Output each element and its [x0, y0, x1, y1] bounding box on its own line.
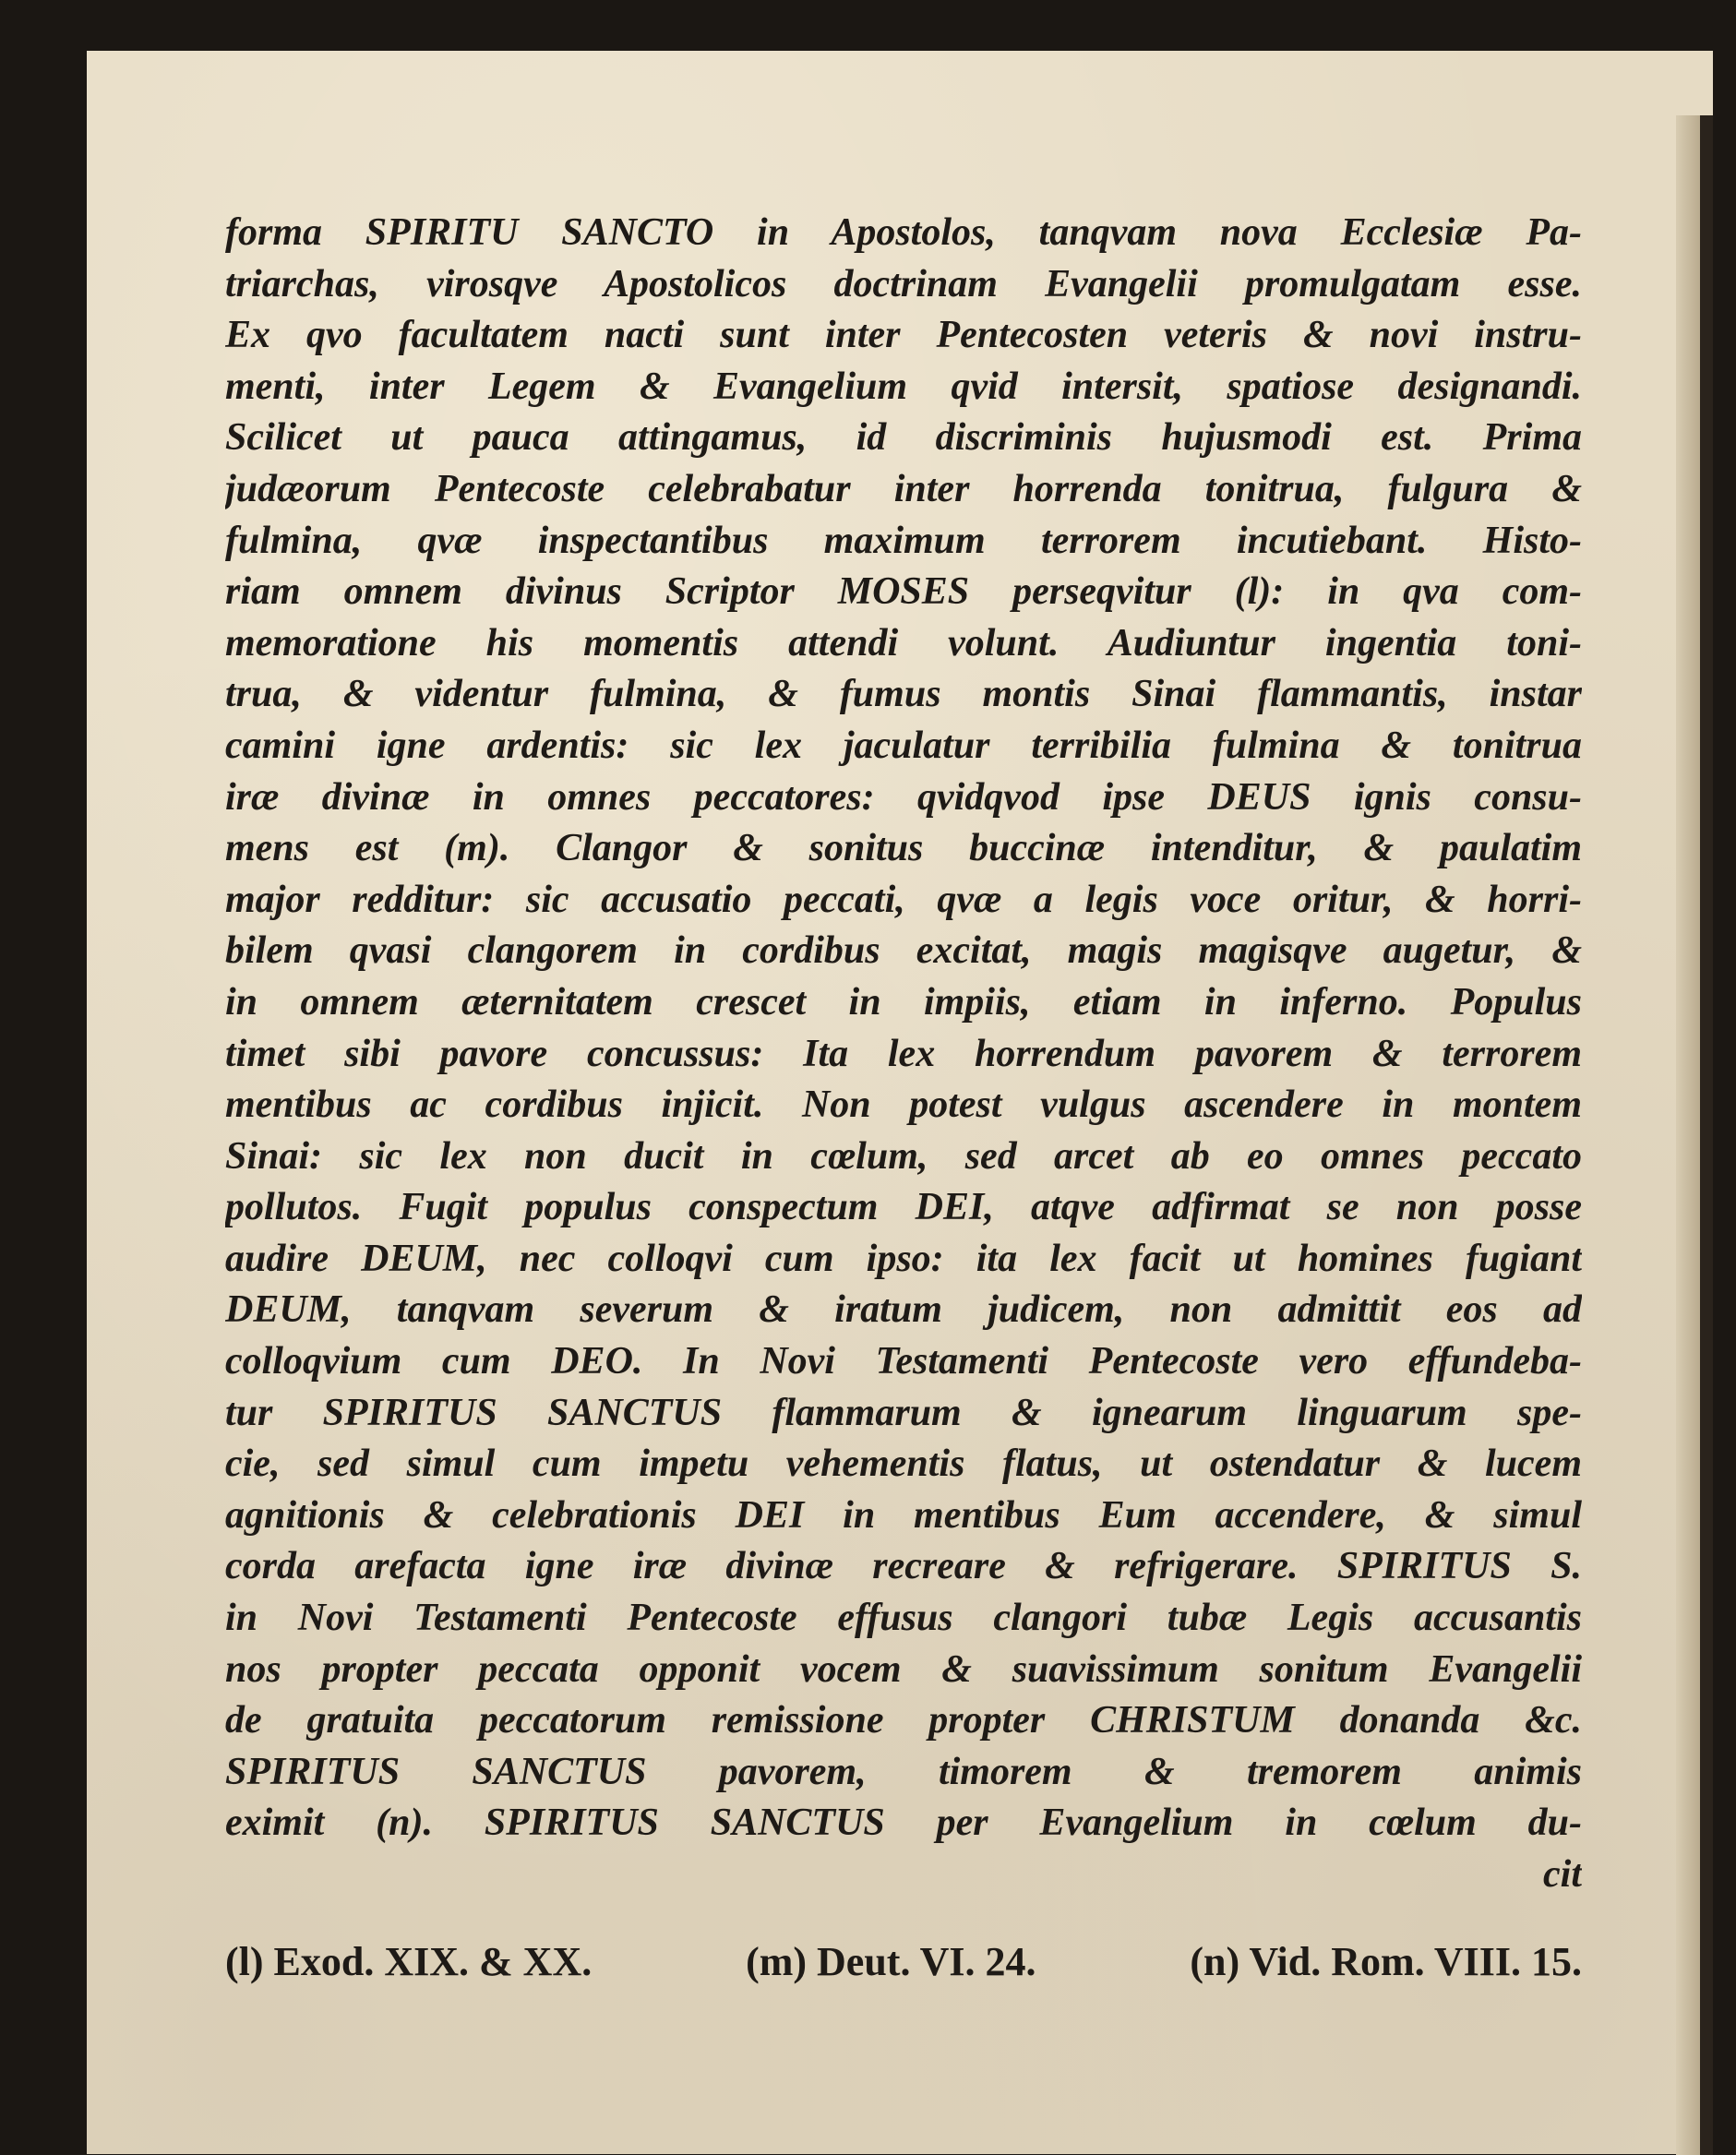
- page-edge-strip: [1676, 115, 1700, 2155]
- text-line: judæorum Pentecoste celebrabatur inter horrenda tonitrua, fulgura &: [225, 467, 1582, 510]
- text-line: forma SPIRITU SANCTO in Apostolos, tanqvam nova Ecclesiæ Pa-: [225, 211, 1582, 254]
- text-line: bilem qvasi clangorem in cordibus excitat, magis magisqve augetur, &: [225, 929, 1582, 973]
- text-line: colloqvium cum DEO. In Novi Testamenti Pentecoste vero effundeba-: [225, 1340, 1582, 1383]
- text-line: mentibus ac cordibus injicit. Non potest vulgus ascendere in montem: [225, 1083, 1582, 1127]
- page-gutter-shadow: [1700, 115, 1713, 2155]
- text-line: cit: [1543, 1853, 1582, 1896]
- text-line: cie, sed simul cum impetu vehementis flatus, ut ostendatur & lucem: [225, 1443, 1582, 1486]
- text-line: Ex qvo facultatem nacti sunt inter Pentecosten veteris & novi instru-: [225, 314, 1582, 357]
- footnote-n: (n) Vid. Rom. VIII. 15.: [1190, 1939, 1582, 1984]
- text-line: Scilicet ut pauca attingamus, id discriminis hujusmodi est. Prima: [225, 416, 1582, 460]
- text-line: de gratuita peccatorum remissione propter CHRISTUM donanda &c.: [225, 1699, 1582, 1742]
- text-line: pollutos. Fugit populus conspectum DEI, atqve adfirmat se non posse: [225, 1186, 1582, 1229]
- text-line: menti, inter Legem & Evangelium qvid intersit, spatiose designandi.: [225, 365, 1582, 408]
- footnote-m: (m) Deut. VI. 24.: [746, 1939, 1036, 1984]
- text-line: fulmina, qvæ inspectantibus maximum terrorem incutiebant. Histo-: [225, 519, 1582, 562]
- text-line: triarchas, virosqve Apostolicos doctrinam Evangelii promulgatam esse.: [225, 262, 1582, 305]
- text-line: camini igne ardentis: sic lex jaculatur terribilia fulmina & tonitrua: [225, 724, 1582, 767]
- text-line: in omnem æternitatem crescet in impiis, etiam in inferno. Populus: [225, 980, 1582, 1024]
- text-line: agnitionis & celebrationis DEI in mentibus Eum accendere, & simul: [225, 1493, 1582, 1537]
- text-line: corda arefacta igne iræ divinæ recreare & refrigerare. SPIRITUS S.: [225, 1545, 1582, 1588]
- text-line: memoratione his momentis attendi volunt. Audiuntur ingentia toni-: [225, 621, 1582, 664]
- text-line: trua, & videntur fulmina, & fumus montis Sinai flammantis, instar: [225, 673, 1582, 716]
- text-line: timet sibi pavore concussus: Ita lex horrendum pavorem & terrorem: [225, 1032, 1582, 1075]
- text-line: tur SPIRITUS SANCTUS flammarum & ignearum linguarum spe-: [225, 1391, 1582, 1434]
- footnote-l: (l) Exod. XIX. & XX.: [225, 1939, 593, 1984]
- text-line: in Novi Testamenti Pentecoste effusus clangori tubæ Legis accusantis: [225, 1597, 1582, 1640]
- text-line: eximit (n). SPIRITUS SANCTUS per Evangelium in cœlum du-: [225, 1802, 1582, 1845]
- text-line: DEUM, tanqvam severum & iratum judicem, non admittit eos ad: [225, 1288, 1582, 1332]
- text-line: Sinai: sic lex non ducit in cœlum, sed arcet ab eo omnes peccato: [225, 1134, 1582, 1178]
- text-line: riam omnem divinus Scriptor MOSES perseqvitur (l): in qva com-: [225, 570, 1582, 614]
- body-text: [225, 208, 1582, 1901]
- text-line: audire DEUM, nec colloqvi cum ipso: ita lex facit ut homines fugiant: [225, 1237, 1582, 1280]
- text-line: mens est (m). Clangor & sonitus buccinæ intenditur, & paulatim: [225, 827, 1582, 870]
- text-line: major redditur: sic accusatio peccati, qvæ a legis voce oritur, & horri-: [225, 878, 1582, 921]
- text-line: iræ divinæ in omnes peccatores: qvidqvod ipse DEUS ignis consu-: [225, 775, 1582, 819]
- footnotes: [225, 1935, 1582, 1989]
- text-line: SPIRITUS SANCTUS pavorem, timorem & tremorem animis: [225, 1750, 1582, 1793]
- text-line: nos propter peccata opponit vocem & suavissimum sonitum Evangelii: [225, 1647, 1582, 1691]
